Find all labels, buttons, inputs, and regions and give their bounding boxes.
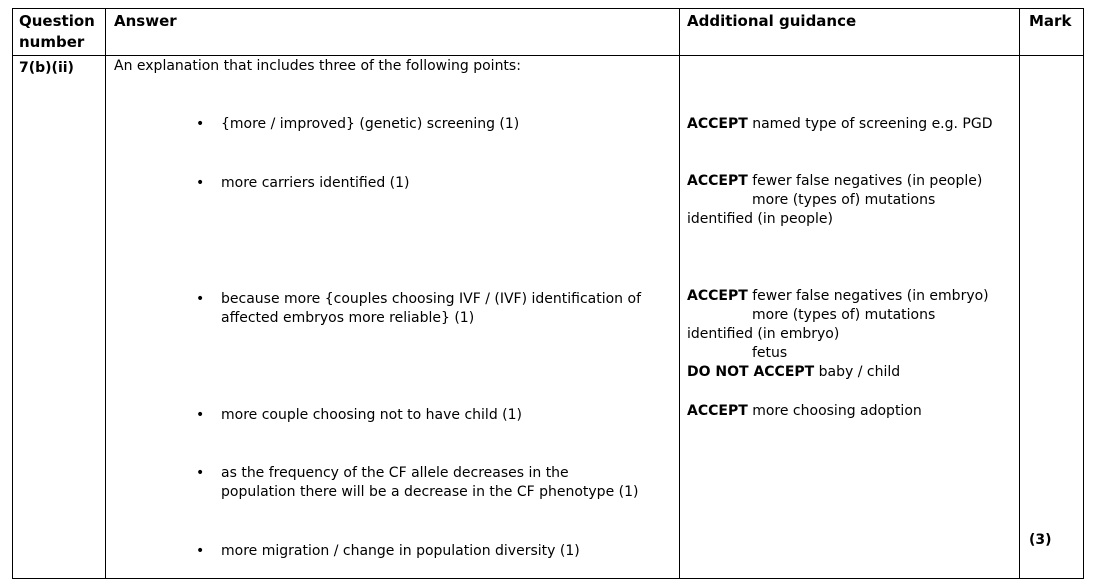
bullet-icon: •: [196, 407, 205, 423]
point-5: [221, 464, 638, 502]
point-4: [221, 406, 522, 425]
column-divider: [679, 9, 680, 578]
guidance-text: fetus: [752, 345, 788, 361]
point-3: [221, 290, 641, 328]
guidance-keyword: ACCEPT: [687, 173, 748, 189]
bullet-icon: •: [196, 543, 205, 559]
point-5-text-line1: as the frequency of the CF allele decreases in the: [221, 465, 569, 481]
header-mark: Mark: [1029, 12, 1072, 30]
header-question-number: Question number: [19, 12, 95, 51]
answer-intro: An explanation that includes three of the following points:: [114, 58, 521, 74]
point-6-text: more migration / change in population diversity (1): [221, 543, 580, 559]
header-additional-guidance: Additional guidance: [687, 12, 857, 30]
bullet-icon: •: [196, 291, 205, 307]
header-divider: [13, 55, 1083, 56]
point-1: [221, 115, 519, 134]
guidance-text: more (types of) mutations: [752, 192, 936, 208]
guidance-text: more choosing adoption: [747, 403, 922, 419]
question-number: 7(b)(ii): [19, 60, 74, 76]
point-2: [221, 174, 410, 193]
point-1-text: {more / improved} (genetic) screening (1): [221, 116, 520, 132]
bullet-icon: •: [196, 116, 205, 132]
column-divider: [1019, 9, 1020, 578]
guidance-text: more (types of) mutations: [752, 307, 936, 323]
guidance-2: [687, 172, 982, 229]
guidance-text: baby / child: [814, 364, 901, 380]
guidance-text: identified (in embryo): [687, 326, 840, 342]
bullet-icon: •: [196, 175, 205, 191]
point-6: [221, 542, 580, 561]
guidance-keyword: ACCEPT: [687, 288, 748, 304]
guidance-keyword: DO NOT ACCEPT: [687, 364, 815, 380]
mark-value: (3): [1029, 532, 1052, 548]
guidance-text: named type of screening e.g. PGD: [747, 116, 993, 132]
column-divider: [105, 9, 106, 578]
guidance-4: [687, 402, 922, 421]
header-answer: Answer: [114, 12, 177, 30]
point-3-text-line1: because more {couples choosing IVF / (IVF) identification of: [221, 291, 641, 307]
guidance-keyword: ACCEPT: [687, 116, 748, 132]
guidance-3: [687, 287, 989, 382]
markscheme-table: [12, 8, 1084, 579]
guidance-1: [687, 115, 993, 134]
guidance-text: identified (in people): [687, 211, 834, 227]
point-3-text-line2: affected embryos more reliable} (1): [221, 310, 475, 326]
point-4-text: more couple choosing not to have child (1): [221, 407, 522, 423]
guidance-text: fewer false negatives (in people): [747, 173, 983, 189]
guidance-keyword: ACCEPT: [687, 403, 748, 419]
point-2-text: more carriers identified (1): [221, 175, 410, 191]
point-5-text-line2: population there will be a decrease in the CF phenotype (1): [221, 484, 639, 500]
bullet-icon: •: [196, 465, 205, 481]
guidance-text: fewer false negatives (in embryo): [747, 288, 989, 304]
